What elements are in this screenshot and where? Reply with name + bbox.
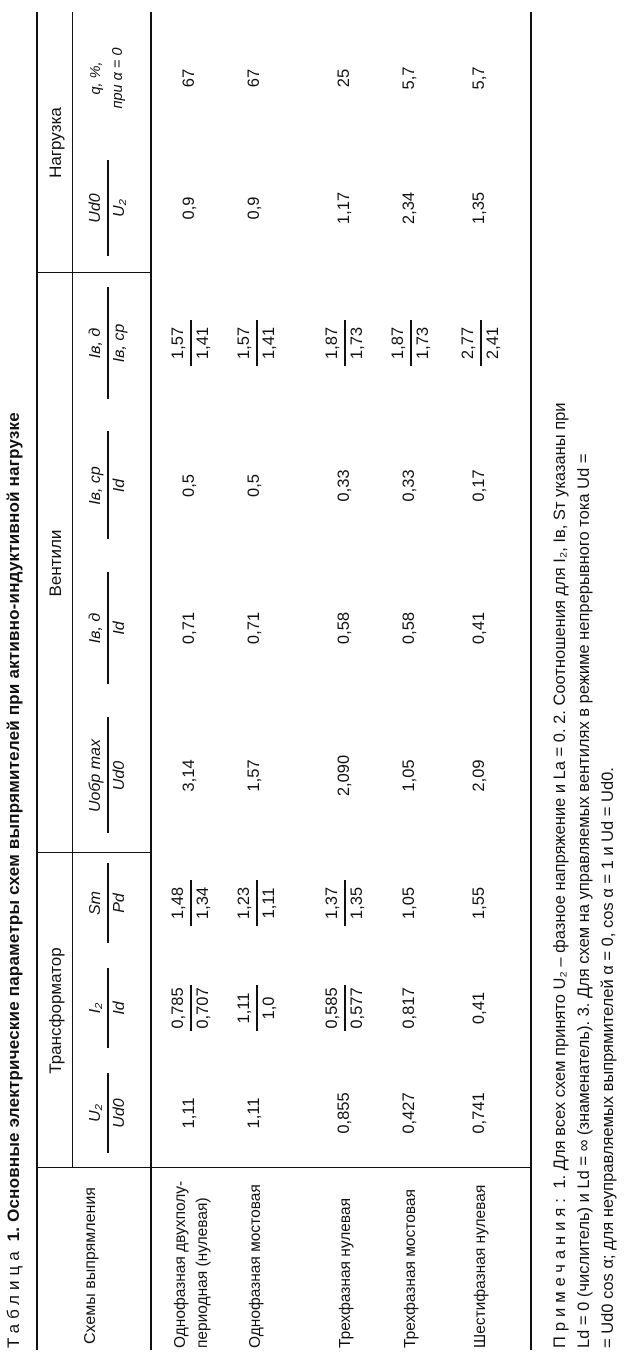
row-2-label: Однофазная мостовая bbox=[247, 1184, 264, 1348]
header-transformer: Трансформатор bbox=[46, 947, 65, 1074]
row-5-ivd: 0,41 bbox=[470, 611, 488, 645]
row-2-i2: 1,11 1,0 bbox=[234, 958, 280, 1058]
table-bottom-rule bbox=[530, 12, 532, 1350]
row-4-uobr: 1,05 bbox=[400, 759, 418, 792]
row-2-ratio: 1,57 1,41 bbox=[234, 273, 280, 413]
row-3-ivcp: 0,33 bbox=[335, 469, 353, 502]
row-5-label: Шестифазная нулевая bbox=[472, 1184, 489, 1348]
row-1-ivd: 0,71 bbox=[180, 611, 198, 645]
row-4-label: Трехфазная мостовая bbox=[402, 1189, 419, 1348]
table-notes bbox=[548, 18, 620, 1348]
col-ivcp-id: Iв, ср Id bbox=[86, 418, 130, 553]
row-3-label: Трехфазная нулевая bbox=[337, 1198, 354, 1348]
col-u2-ud0: U₂ Ud0 bbox=[86, 1063, 130, 1163]
row-3-q: 25 bbox=[335, 68, 353, 88]
row-1-uobr: 3,14 bbox=[180, 759, 198, 792]
caption-label: Таблица bbox=[4, 1246, 23, 1348]
row-4-ratio: 1,87 1,73 bbox=[388, 273, 434, 413]
row-2-ivcp: 0,5 bbox=[245, 474, 263, 497]
transformer-group-rule bbox=[72, 853, 73, 1168]
valves-group-rule bbox=[72, 273, 73, 853]
row-1-q: 67 bbox=[180, 68, 198, 88]
row-5-uobr: 2,09 bbox=[470, 759, 488, 792]
row-2-ivd: 0,71 bbox=[245, 611, 263, 645]
notes-label: Примечания: bbox=[551, 1193, 569, 1348]
row-1-ivcp: 0,5 bbox=[180, 474, 198, 497]
col-sep-1 bbox=[36, 1167, 530, 1168]
row-4-ud0: 2,34 bbox=[400, 191, 418, 225]
col-i2-id: I₂ Id bbox=[86, 958, 130, 1058]
row-5-ratio: 2,77 2,41 bbox=[458, 273, 504, 413]
table-caption bbox=[4, 412, 24, 1348]
header-bottom-rule bbox=[150, 12, 152, 1350]
notes-line-3: = Ud0 cos α; для неуправляемых выпрямителей α = 0, cos α = 1 и Ud = Ud0. bbox=[599, 767, 617, 1348]
col-ivd-id: Iв, д Id bbox=[86, 558, 130, 698]
header-load: Нагрузка bbox=[46, 107, 65, 178]
row-3-u2: 0,855 bbox=[335, 1092, 353, 1134]
row-3-uobr: 2,090 bbox=[335, 754, 353, 797]
row-5-q: 5,7 bbox=[470, 66, 488, 90]
row-4-u2: 0,427 bbox=[400, 1092, 418, 1134]
row-4-ivd: 0,58 bbox=[400, 611, 418, 645]
row-1-ratio: 1,57 1,41 bbox=[168, 273, 214, 413]
row-3-ivd: 0,58 bbox=[335, 611, 353, 645]
row-3-ud0: 1,17 bbox=[335, 191, 353, 225]
row-2-uobr: 1,57 bbox=[245, 759, 263, 792]
top-rule bbox=[36, 12, 38, 1350]
row-3-st: 1,37 1,35 bbox=[322, 853, 368, 953]
notes-line-1: Примечания: 1. Для всех схем принято U₂ – фазное напряжение и La = 0. 2. Соотношения для I₂, Iв, Sт указаны при bbox=[551, 402, 569, 1348]
row-2-q: 67 bbox=[245, 68, 263, 88]
row-4-ivcp: 0,33 bbox=[400, 469, 418, 502]
notes-line-2: Ld = 0 (числитель) и Ld = ∞ (знаменатель). 3. Для схем на управляемых вентилях в режиме непрерывного тока Ud = bbox=[575, 453, 593, 1348]
col-ud0-u2: Ud0 U₂ bbox=[86, 148, 130, 268]
row-5-ivcp: 0,17 bbox=[470, 469, 488, 502]
row-5-i2: 0,41 bbox=[470, 991, 488, 1025]
row-4-i2: 0,817 bbox=[400, 987, 418, 1029]
row-2-st: 1,23 1,11 bbox=[234, 853, 280, 953]
row-5-u2: 0,741 bbox=[470, 1092, 488, 1134]
col-uobr-ud0: Uобр max Ud0 bbox=[86, 703, 130, 848]
row-3-i2: 0,585 0,577 bbox=[322, 958, 368, 1058]
row-5-st: 1,55 bbox=[470, 886, 488, 920]
header-valves: Вентили bbox=[46, 529, 65, 597]
row-2-u2: 1,11 bbox=[245, 1097, 263, 1129]
col-st-pd: Sт Pd bbox=[86, 853, 130, 953]
row-4-q: 5,7 bbox=[400, 66, 418, 90]
col-ivd-ivcp: Iв, д Iв, ср bbox=[86, 273, 130, 413]
row-5-ud0: 1,35 bbox=[470, 191, 488, 225]
row-3-ratio: 1,87 1,73 bbox=[322, 273, 368, 413]
header-scheme: Схемы выпрямления bbox=[82, 1187, 99, 1344]
load-group-rule bbox=[72, 12, 73, 273]
row-1-i2: 0,785 0,707 bbox=[168, 958, 214, 1058]
col-q: q, %, при α = 0 bbox=[88, 47, 126, 109]
row-4-st: 1,05 bbox=[400, 886, 418, 920]
row-1-u2: 1,11 bbox=[180, 1097, 198, 1129]
row-2-ud0: 0,9 bbox=[245, 196, 263, 220]
row-1-st: 1,48 1,34 bbox=[168, 853, 214, 953]
row-1-label: Однофазная двухполу- периодная (нулевая) bbox=[172, 1180, 211, 1348]
row-1-ud0: 0,9 bbox=[180, 196, 198, 220]
caption-text: 1. Основные электрические параметры схем выпрямителей при активно-индуктивной нагрузке bbox=[4, 412, 23, 1247]
